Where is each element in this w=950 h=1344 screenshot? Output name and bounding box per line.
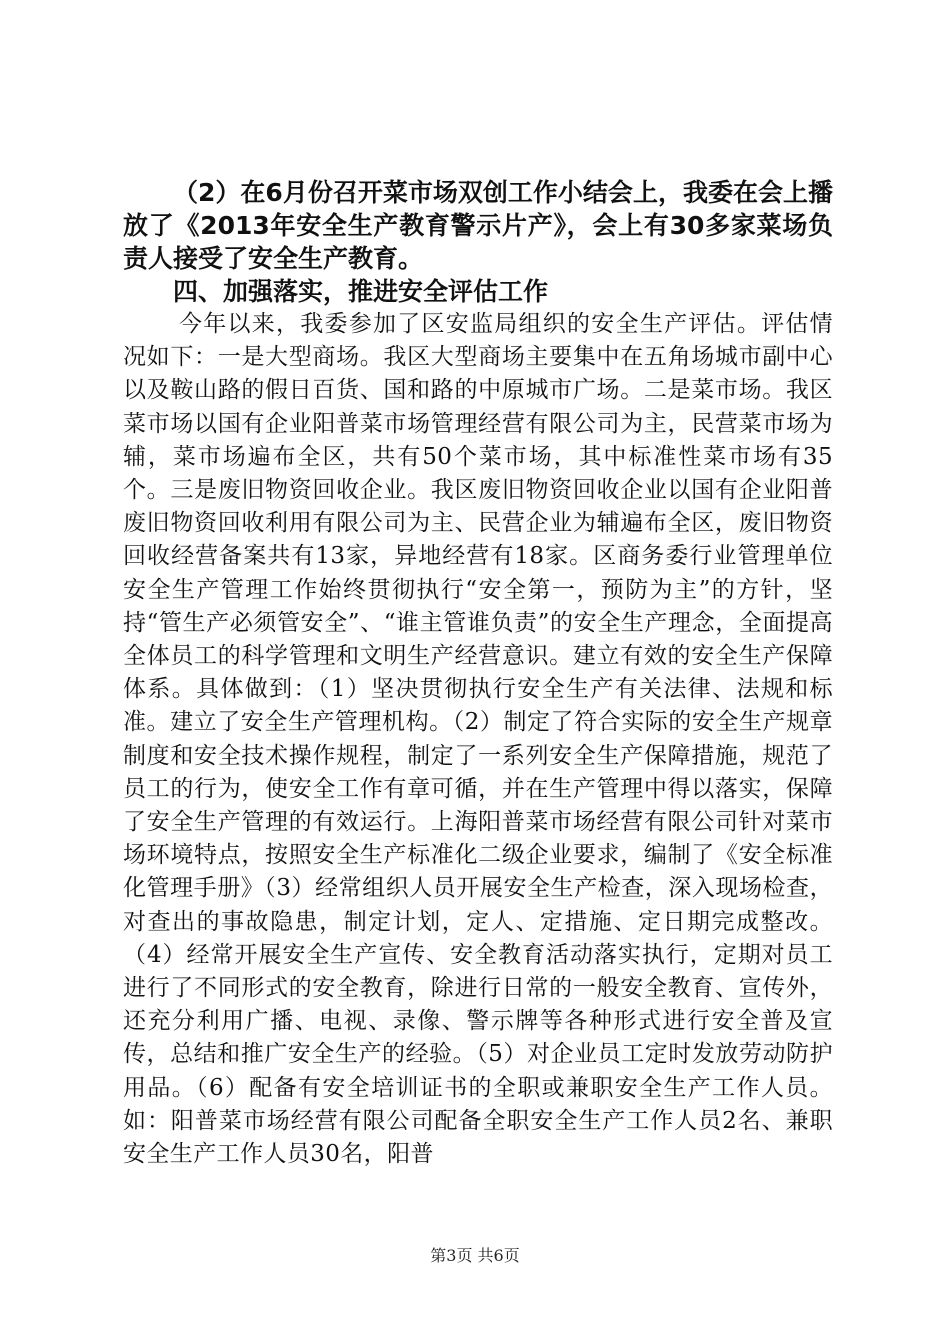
section-heading: 四、加强落实，推进安全评估工作 bbox=[173, 277, 549, 306]
paragraph-meeting-video: （2）在6月份召开菜市场双创工作小结会上，我委在会上播放了《2013年安全生产教育警示片产》，会上有30多家菜场负责人接受了安全生产教育。 bbox=[123, 178, 833, 273]
page-number-footer: 第3页 共6页 bbox=[430, 1246, 520, 1265]
paragraph-safety-assessment: 今年以来，我委参加了区安监局组织的安全生产评估。评估情况如下：一是大型商场。我区大型商场主要集中在五角场城市副中心以及鞍山路的假日百货、国和路的中原城市广场。二是菜市场。我区菜市场以国有企业阳普菜市场管理经营有限公司为主，民营菜市场为辅，菜市场遍布全区，共有50个菜市场，其中标准性菜市场有35个。三是废旧物资回收企业。我区废旧物资回收企业以国有企业阳普废旧物资回收利用有限公司为主、民营企业为辅遍布全区，废旧物资回收经营备案共有13家，异地经营有18家。区商务委行业管理单位安全生产管理工作始终贯彻执行“安全第一，预防为主”的方针，坚持“管生产必须管安全”、“谁主管谁负责”的安全生产理念，全面提高全体员工的科学管理和文明生产经营意识。建立有效的安全生产保障体系。具体做到：（1）坚决贯彻执行安全生产有关法律、法规和标准。建立了安全生产管理机构。（2）制定了符合实际的安全生产规章制度和安全技术操作规程，制定了一系列安全生产保障措施，规范了员工的行为，使安全工作有章可循，并在生产管理中得以落实，保障了安全生产管理的有效运行。上海阳普菜市场经营有限公司针对菜市场环境特点，按照安全生产标准化二级企业要求，编制了《安全标准化管理手册》（3）经常组织人员开展安全生产检查，深入现场检查，对查出的事故隐患，制定计划，定人、定措施、定日期完成整改。（4）经常开展安全生产宣传、安全教育活动落实执行，定期对员工进行了不同形式的安全教育，除进行日常的一般安全教育、宣传外，还充分利用广播、电视、录像、警示牌等各种形式进行安全普及宣传，总结和推广安全生产的经验。（5）对企业员工定时发放劳动防护用品。（6）配备有安全培训证书的全职或兼职安全生产工作人员。如：阳普菜市场经营有限公司配备全职安全生产工作人员2名、兼职安全生产工作人员30名，阳普 bbox=[123, 311, 833, 1168]
document-content bbox=[123, 176, 833, 1171]
